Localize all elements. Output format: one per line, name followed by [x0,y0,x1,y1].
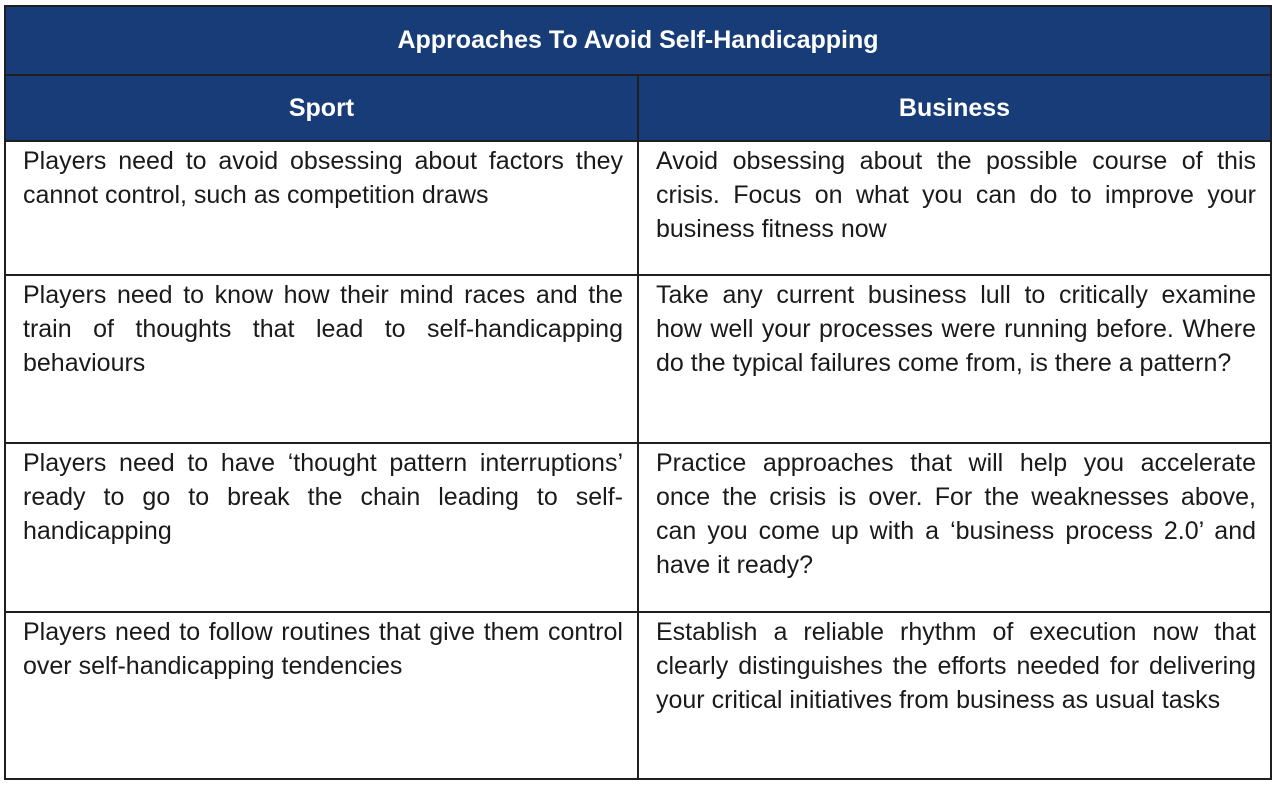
table-title: Approaches To Avoid Self-Handicapping [5,6,1271,75]
title-row [5,6,1271,75]
comparison-table-container [4,5,1270,780]
sport-cell: Players need to follow routines that give them control over self-handicapping tendencies [5,612,638,779]
column-header-sport: Sport [5,75,638,141]
sport-cell: Players need to have ‘thought pattern interruptions’ ready to go to break the chain leading to self-handicapping [5,443,638,612]
table-row [5,275,1271,443]
table-row [5,612,1271,779]
business-cell: Establish a reliable rhythm of execution now that clearly distinguishes the efforts needed for delivering your critical initiatives from business as usual tasks [638,612,1271,779]
column-header-business: Business [638,75,1271,141]
header-row [5,75,1271,141]
business-cell: Take any current business lull to critically examine how well your processes were running before. Where do the typical failures come from, is there a pattern? [638,275,1271,443]
table-row [5,443,1271,612]
business-cell: Avoid obsessing about the possible course of this crisis. Focus on what you can do to improve your business fitness now [638,141,1271,275]
business-cell: Practice approaches that will help you accelerate once the crisis is over. For the weaknesses above, can you come up with a ‘business process 2.0’ and have it ready? [638,443,1271,612]
sport-cell: Players need to avoid obsessing about factors they cannot control, such as competition draws [5,141,638,275]
table-row [5,141,1271,275]
sport-cell: Players need to know how their mind races and the train of thoughts that lead to self-handicapping behaviours [5,275,638,443]
comparison-table [4,5,1272,780]
